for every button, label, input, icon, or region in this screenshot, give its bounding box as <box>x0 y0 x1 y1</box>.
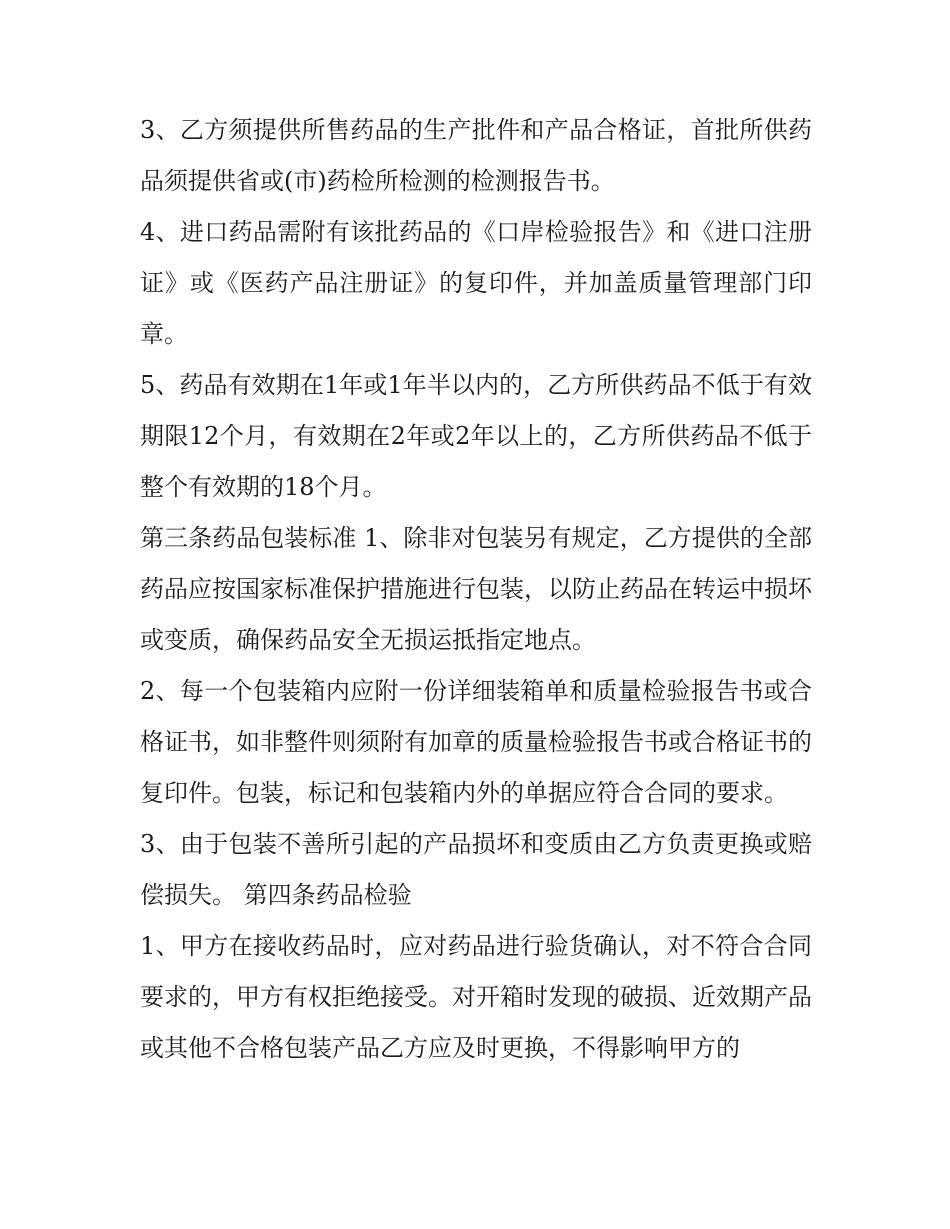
document-body <box>140 105 812 1074</box>
paragraph: 第三条药品包装标准 1、除非对包装另有规定，乙方提供的全部药品应按国家标准保护措施进行包装，以防止药品在转运中损坏或变质，确保药品安全无损运抵指定地点。 <box>140 524 812 654</box>
paragraph: 3、由于包装不善所引起的产品损坏和变质由乙方负责更换或赔偿损失。 第四条药品检验 <box>140 830 812 909</box>
paragraph: 5、药品有效期在1年或1年半以内的，乙方所供药品不低于有效期限12个月，有效期在2年或2年以上的，乙方所供药品不低于整个有效期的18个月。 <box>140 371 812 501</box>
paragraph: 4、进口药品需附有该批药品的《口岸检验报告》和《进口注册证》或《医药产品注册证》的复印件，并加盖质量管理部门印章。 <box>140 218 812 348</box>
paragraph: 1、甲方在接收药品时，应对药品进行验货确认，对不符合合同要求的，甲方有权拒绝接受。对开箱时发现的破损、近效期产品或其他不合格包装产品乙方应及时更换，不得影响甲方的 <box>140 932 812 1062</box>
paragraph: 2、每一个包装箱内应附一份详细装箱单和质量检验报告书或合格证书，如非整件则须附有加章的质量检验报告书或合格证书的复印件。包装，标记和包装箱内外的单据应符合合同的要求。 <box>140 677 812 807</box>
paragraph: 3、乙方须提供所售药品的生产批件和产品合格证，首批所供药品须提供省或(市)药检所检测的检测报告书。 <box>140 116 812 195</box>
